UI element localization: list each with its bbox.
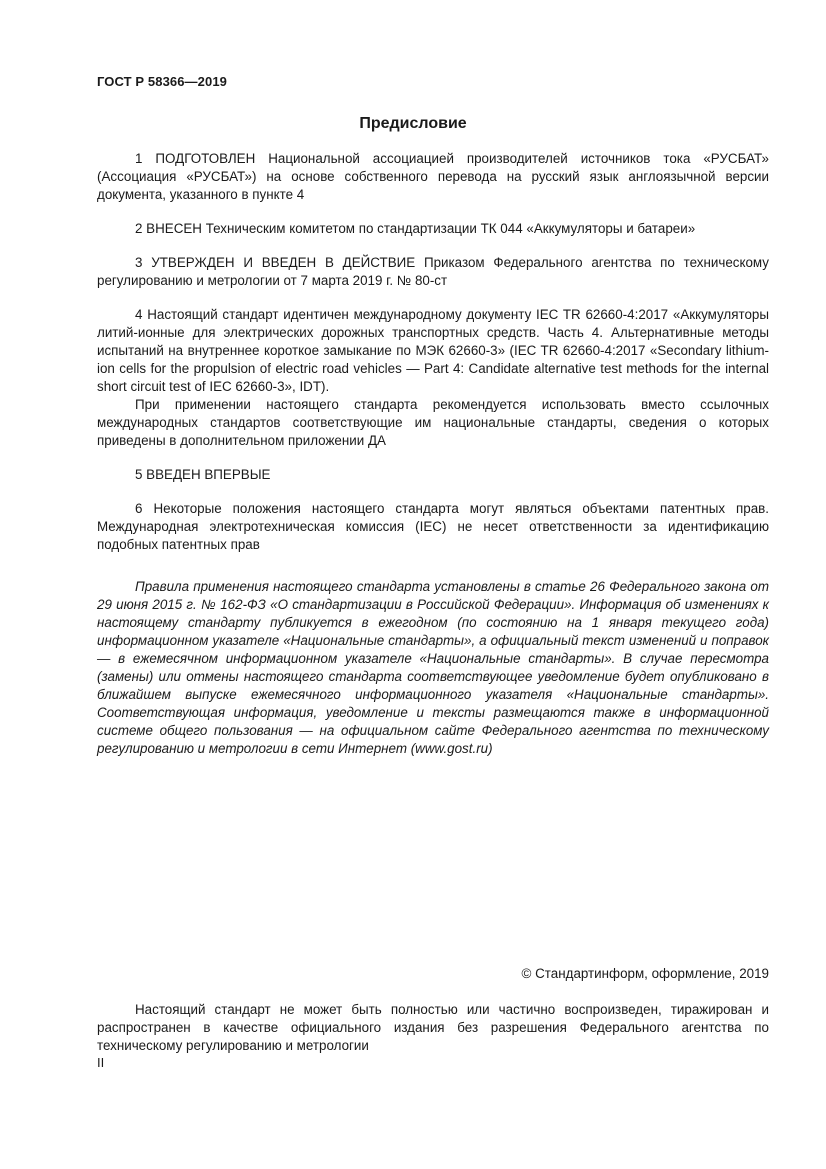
foreword-item-6: 6 Некоторые положения настоящего стандарта могут являться объектами патентных прав. Международная электротехническая комиссия (IEC) не несет ответственности за идентификацию подобных патентных прав [97, 501, 769, 552]
foreword-content [97, 150, 769, 554]
copyright-line: © Стандартинформ, оформление, 2019 [521, 966, 769, 981]
reproduction-notice [97, 1001, 769, 1055]
document-code-header: ГОСТ Р 58366—2019 [97, 74, 227, 89]
reproduction-notice-text: Настоящий стандарт не может быть полностью или частично воспроизведен, тиражирован и распространен в качестве официального издания без разрешения Федерального агентства по техническому регулированию и метрологии [97, 1002, 769, 1053]
application-rules-notice [97, 578, 769, 758]
foreword-item-3: 3 УТВЕРЖДЕН И ВВЕДЕН В ДЕЙСТВИЕ Приказом Федерального агентства по техническому регулированию и метрологии от 7 марта 2019 г. № 80-ст [97, 255, 769, 288]
foreword-item-4: 4 Настоящий стандарт идентичен международному документу IEC TR 62660-4:2017 «Аккумуляторы литий-ионные для электрических дорожных транспортных средств. Часть 4. Альтернативные методы испытаний на внутреннее короткое замыкание по МЭК 62660-3» (IEC TR 62660-4:2017 «Secondary lithium-ion cells for the propulsion of electric road vehicles — Part 4: Candidate alternative test methods for the internal short circuit test of IEC 62660-3», IDT). [97, 307, 769, 394]
foreword-item-5: 5 ВВЕДЕН ВПЕРВЫЕ [135, 467, 271, 482]
foreword-item-4-continuation: При применении настоящего стандарта рекомендуется использовать вместо ссылочных международных стандартов соответствующие им национальные стандарты, сведения о которых приведены в дополнительном приложении ДА [97, 397, 769, 448]
page-title: Предисловие [359, 115, 467, 132]
foreword-item-2: 2 ВНЕСЕН Техническим комитетом по стандартизации ТК 044 «Аккумуляторы и батареи» [135, 221, 696, 236]
foreword-item-1: 1 ПОДГОТОВЛЕН Национальной ассоциацией производителей источников тока «РУСБАТ» (Ассоциация «РУСБАТ») на основе собственного перевода на русский язык англоязычной версии документа, указанного в пункте 4 [97, 151, 769, 202]
application-rules-text: Правила применения настоящего стандарта установлены в статье 26 Федерального закона от 29 июня 2015 г. № 162-ФЗ «О стандартизации в Российской Федерации». Информация об изменениях к настоящему стандарту публикуется в ежегодном (по состоянию на 1 января текущего года) информационном указателе «Национальные стандарты», а официальный текст изменений и поправок — в ежемесячном информационном указателе «Национальные стандарты». В случае пересмотра (замены) или отмены настоящего стандарта соответствующее уведомление будет опубликовано в ближайшем выпуске ежемесячного информационного указателя «Национальные стандарты». Соответствующая информация, уведомление и тексты размещаются также в информационной системе общего пользования — на официальном сайте Федерального агентства по техническому регулированию и метрологии в сети Интернет (www.gost.ru) [97, 579, 769, 756]
page-number: II [97, 1055, 105, 1070]
